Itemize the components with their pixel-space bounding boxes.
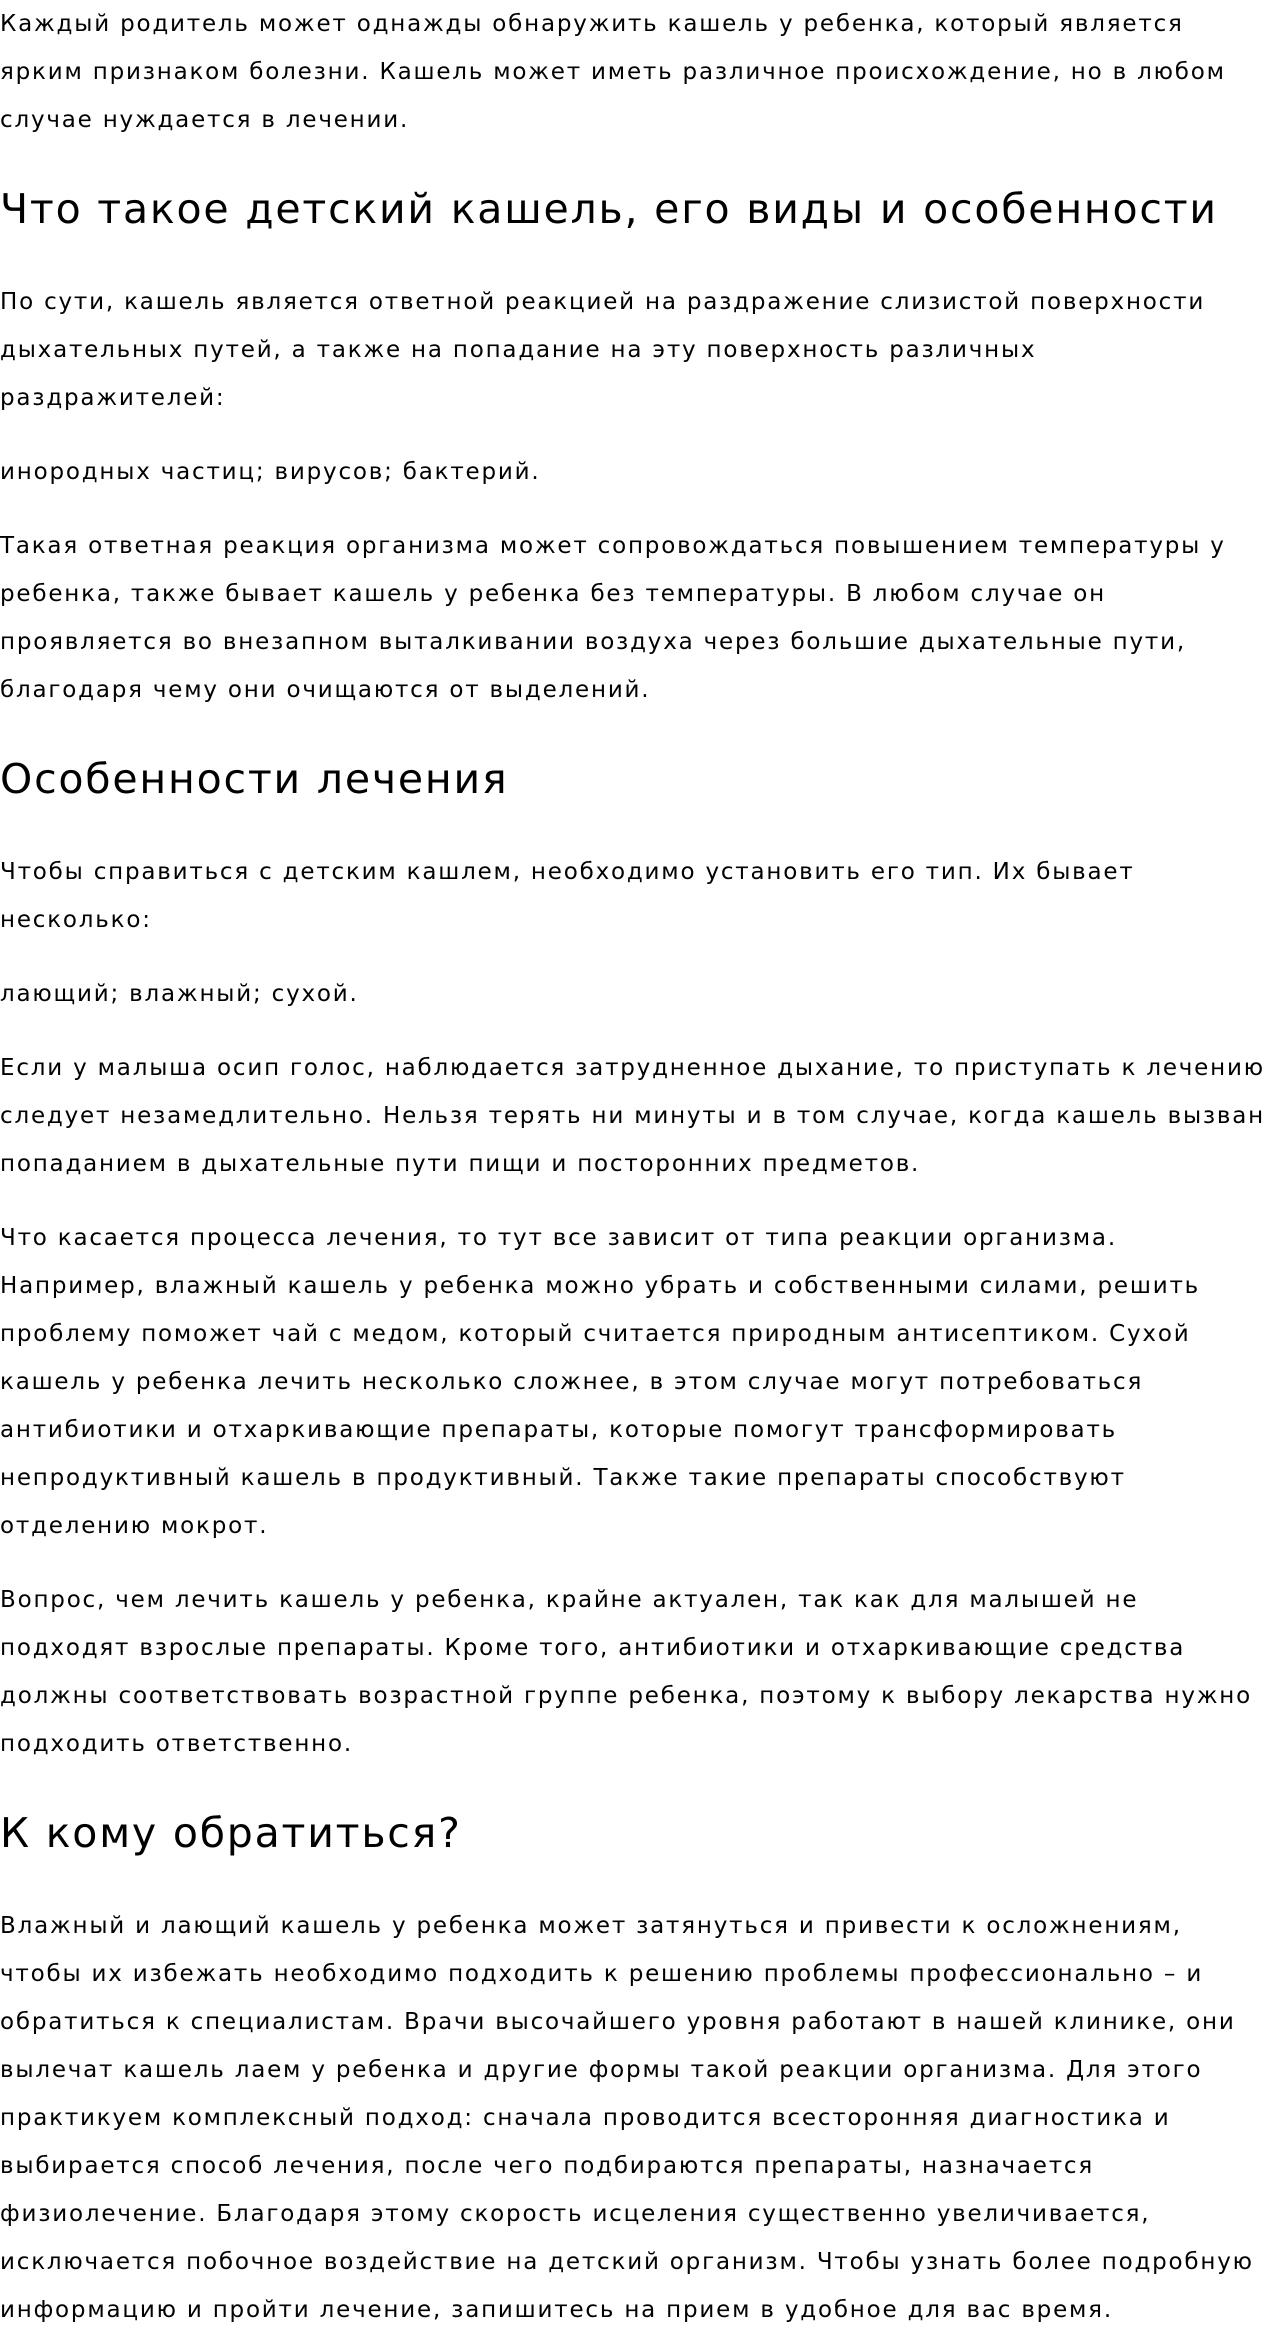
paragraph-clinic-info: Влажный и лающий кашель у ребенка может затянуться и привести к осложнениям, чтобы их избежать необходимо подходить к решению проблемы профессионально – и обратиться к специалистам. Врачи высочайшего уровня работают в нашей клинике, они вылечат кашель лаем у ребенка и другие формы такой реакции организма. Для этого практикуем комплексный подход: сначала проводится всесторонняя диагностика и выбирается способ лечения, после чего подбираются препараты, назначается физиолечение. Благодаря этому скорость исцеления существенно увеличивается, исключается побочное воздействие на детский организм. Чтобы узнать более подробную информацию и пройти лечение, запишитесь на прием в удобное для вас время. xyxy=(0,1913,1254,2323)
paragraph-cough-types-list: лающий; влажный; сухой. xyxy=(0,981,359,1007)
heading-treatment-features: Особенности лечения xyxy=(0,755,509,803)
heading-what-is-childrens-cough: Что такое детский кашель, его виды и особенности xyxy=(0,185,1218,233)
paragraph-intro: Каждый родитель может однажды обнаружить кашель у ребенка, который является ярким признаком болезни. Кашель может иметь различное происхождение, но в любом случае нуждается в лечении. xyxy=(0,11,1226,133)
paragraph-body-reaction: Такая ответная реакция организма может сопровождаться повышением температуры у ребенка, также бывает кашель у ребенка без температуры. В любом случае он проявляется во внезапном выталкивании воздуха через большие дыхательные пути, благодаря чему они очищаются от выделений. xyxy=(0,533,1226,703)
paragraph-treatment-process: Что касается процесса лечения, то тут все зависит от типа реакции организма. Например, влажный кашель у ребенка можно убрать и собственными силами, решить проблему поможет чай с медом, который считается природным антисептиком. Сухой кашель у ребенка лечить несколько сложнее, в этом случае могут потребоваться антибиотики и отхаркивающие препараты, которые помогут трансформировать непродуктивный кашель в продуктивный. Также такие препараты способствуют отделению мокрот. xyxy=(0,1225,1200,1539)
paragraph-cough-definition: По сути, кашель является ответной реакцией на раздражение слизистой поверхности дыхательных путей, а также на попадание на эту поверхность различных раздражителей: xyxy=(0,289,1206,411)
paragraph-medicine-choice: Вопрос, чем лечить кашель у ребенка, крайне актуален, так как для малышей не подходят взрослые препараты. Кроме того, антибиотики и отхаркивающие средства должны соответствовать возрастной группе ребенка, поэтому к выбору лекарства нужно подходить ответственно. xyxy=(0,1587,1252,1757)
paragraph-urgent-treatment: Если у малыша осип голос, наблюдается затрудненное дыхание, то приступать к лечению следует незамедлительно. Нельзя терять ни минуты и в том случае, когда кашель вызван попаданием в дыхательные пути пищи и посторонних предметов. xyxy=(0,1055,1266,1177)
paragraph-irritants-list: инородных частиц; вирусов; бактерий. xyxy=(0,459,541,485)
paragraph-determine-cough-type: Чтобы справиться с детским кашлем, необходимо установить его тип. Их бывает несколько: xyxy=(0,859,1135,933)
heading-who-to-contact: К кому обратиться? xyxy=(0,1809,462,1857)
